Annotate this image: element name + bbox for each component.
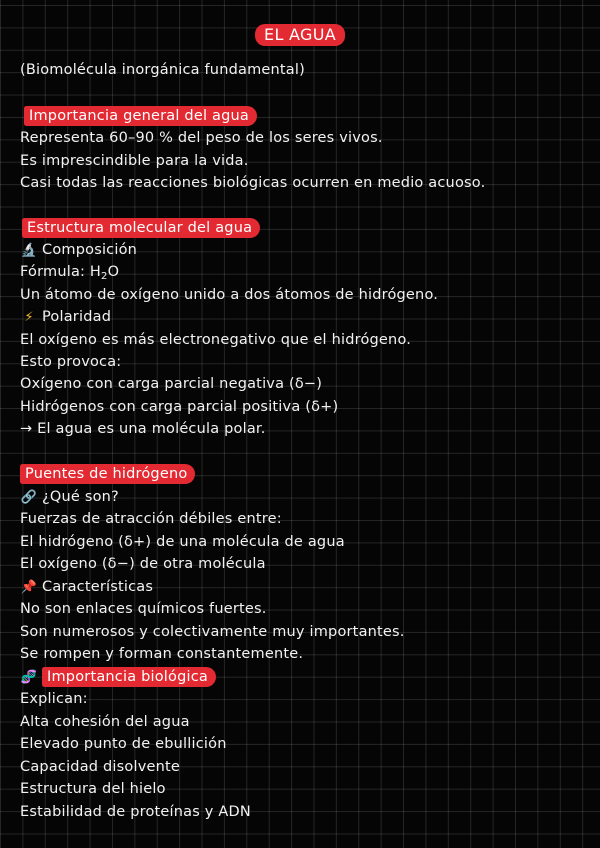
formula-line: Fórmula: $H_2O$ [20,264,120,282]
list-item: Elevado punto de ebullición [20,736,227,752]
list-item: Alta cohesión del agua [20,714,190,730]
section-heading-label: Importancia biológica [42,667,216,687]
section-heading-label: Puentes de hidrógeno [20,464,195,484]
section-heading-estructura-molecular [22,218,260,238]
list-item: Representa 60–90 % del peso de los seres vivos. [20,130,383,146]
dna-icon: 🧬 [20,670,38,685]
list-item: Son numerosos y colectivamente muy importantes. [20,624,405,640]
list-item: El oxígeno (δ−) de otra molécula [20,556,266,572]
link-icon: 🔗 [20,490,38,505]
list-item: Un átomo de oxígeno unido a dos átomos de hidrógeno. [20,287,439,303]
subheading-polaridad: ⚡ Polaridad [20,307,111,328]
list-item: Capacidad disolvente [20,759,180,775]
list-item: Esto provoca: [20,354,122,370]
subtitle: (Biomolécula inorgánica fundamental) [20,62,305,78]
pushpin-icon: 📌 [20,580,38,595]
list-item: Hidrógenos con carga parcial positiva (δ+) [20,399,339,415]
list-item: Oxígeno con carga parcial negativa (δ−) [20,376,323,392]
section-heading-label: Estructura molecular del agua [22,218,260,238]
section-heading-importancia-general [24,106,257,126]
list-item: Estabilidad de proteínas y ADN [20,804,251,820]
list-item: El oxígeno es más electronegativo que el hidrógeno. [20,332,412,348]
list-item: El hidrógeno (δ+) de una molécula de agua [20,534,345,550]
lightning-icon: ⚡ [24,310,34,325]
list-item: Casi todas las reacciones biológicas ocurren en medio acuoso. [20,175,486,191]
subheading-caracteristicas: 📌 Características [20,577,153,598]
list-item: Es imprescindible para la vida. [20,153,249,169]
microscope-icon: 🔬 [20,243,38,258]
section-heading-puentes-hidrogeno [20,464,195,484]
subheading-que-son: 🔗 ¿Qué son? [20,487,119,508]
list-item: Estructura del hielo [20,781,166,797]
subheading-composicion: 🔬 Composición [20,240,137,261]
list-item: Fuerzas de atracción débiles entre: [20,511,282,527]
list-item: No son enlaces químicos fuertes. [20,601,267,617]
subheading-importancia-biologica [20,667,216,688]
list-item: Se rompen y forman constantemente. [20,646,304,662]
list-item: Explican: [20,691,88,707]
section-heading-label: Importancia general del agua [24,106,257,126]
page-title: EL AGUA [255,24,345,46]
list-item: → El agua es una molécula polar. [20,421,266,437]
